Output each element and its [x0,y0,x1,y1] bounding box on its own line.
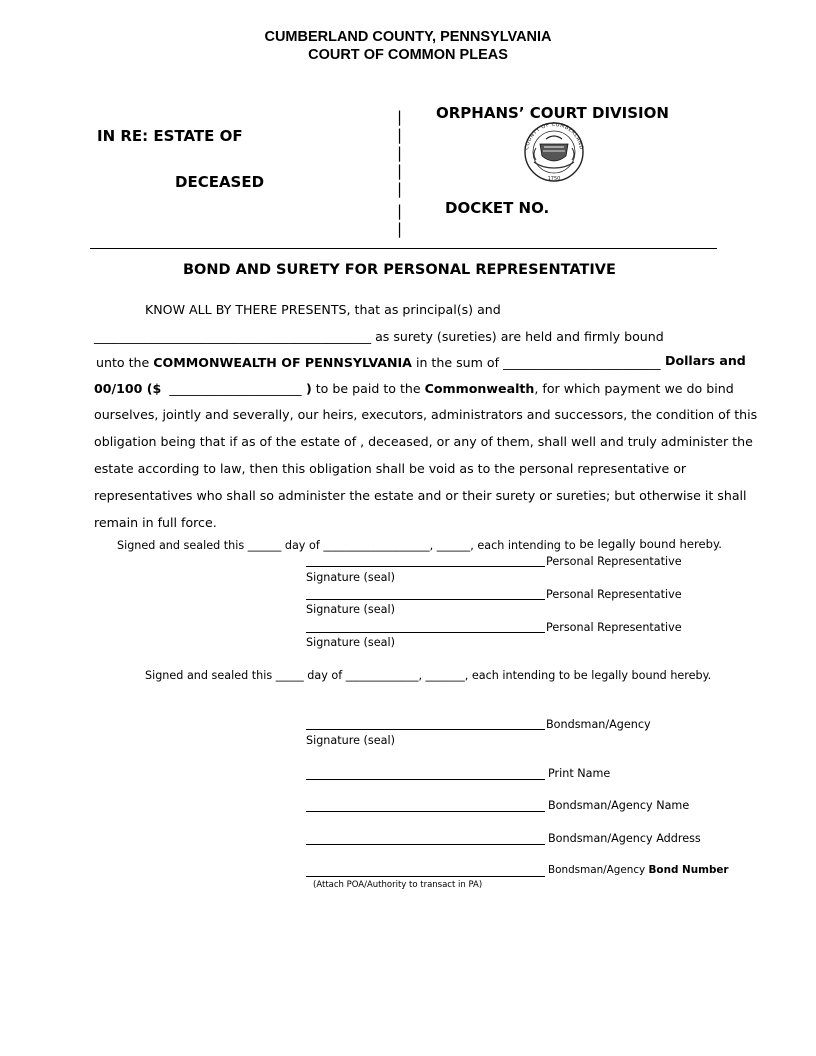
caption-separator: | [397,162,403,180]
dollars-and-label: Dollars and [665,353,746,368]
bond-number-label [548,864,729,876]
body-line-9: remain in full force. [94,515,217,530]
seal-ring-text: COUNTY OF CUMBERLAND [524,122,584,151]
paren-close: ) [301,381,312,396]
body-line-7: estate according to law, then this obligation shall be void as to the personal representative or [94,461,687,476]
county-heading: CUMBERLAND COUNTY, PENNSYLVANIA [264,29,552,45]
caption-separator: | [397,220,403,238]
orphans-court-division: ORPHANS’ COURT DIVISION [436,104,669,122]
form-title: BOND AND SURETY FOR PERSONAL REPRESENTATIVE [183,262,616,278]
personal-rep-signature-line[interactable] [306,632,545,633]
personal-rep-label: Personal Representative [546,555,682,568]
print-name-label: Print Name [548,767,611,780]
legally-bound-text: be legally bound hereby. [575,537,722,551]
signature-seal-label: Signature (seal) [306,603,395,616]
body-line-2 [94,329,664,344]
bondsman-signature-line[interactable] [306,729,545,730]
agency-address-label: Bondsman/Agency Address [548,832,701,845]
body-line-3 [96,355,660,370]
court-heading: COURT OF COMMON PLEAS [308,47,508,63]
personal-rep-signature-line[interactable] [306,599,545,600]
personal-rep-signature-line[interactable] [306,566,545,567]
sum-amount-blank[interactable]: _________________________ [503,355,661,370]
caption-separator: | [397,144,403,162]
print-name-line[interactable] [306,779,545,780]
bond-number-line[interactable] [306,876,545,877]
body-line-4 [94,381,734,396]
signed-sealed-text: Signed and sealed this ______ day of ___________________, ______, each intending to [117,539,576,552]
caption-divider [90,248,717,249]
dollar-amount-blank[interactable]: _____________________ [169,381,302,396]
attach-poa-note: (Attach POA/Authority to transact in PA) [313,880,483,890]
bondsman-signature-seal-label: Signature (seal) [306,734,395,747]
bond-number-bold: Bond Number [648,864,729,876]
bondsman-agency-label: Bondsman/Agency [546,718,651,731]
signed-sealed-line-1 [117,538,722,552]
caption-separator: | [397,202,403,220]
surety-name-blank[interactable]: ____________________________________________ [94,329,372,344]
bond-number-prefix: Bondsman/Agency [548,864,649,876]
in-re-estate-label: IN RE: ESTATE OF [97,127,243,145]
sum-of-text: in the sum of [411,355,504,370]
cents-label: 00/100 ($ [94,381,162,396]
signed-sealed-line-2: Signed and sealed this _____ day of _____________, _______, each intending to be legally bound hereby. [145,669,712,682]
body-line-8: representatives who shall so administer the estate and or their surety or sureties; but otherwise it shall [94,488,747,503]
county-seal-icon [518,122,590,184]
unto-text: unto the [96,355,154,370]
personal-rep-label: Personal Representative [546,588,682,601]
body-line-6: obligation being that if as of the estate of , deceased, or any of them, shall well and truly administer the [94,434,753,449]
deceased-label: DECEASED [175,173,265,191]
county-seal [518,122,590,184]
signature-seal-label: Signature (seal) [306,636,395,649]
commonwealth-of-pennsylvania: COMMONWEALTH OF PENNSYLVANIA [153,355,412,370]
caption-separator: | [397,180,403,198]
payment-bind-text: , for which payment we do bind [534,381,734,396]
surety-text: as surety (sureties) are held and firmly bound [371,329,664,344]
commonwealth-label: Commonwealth [424,381,535,396]
paid-to-text: to be paid to the [311,381,425,396]
body-line-1: KNOW ALL BY THERE PRESENTS, that as principal(s) and [145,302,501,317]
agency-name-label: Bondsman/Agency Name [548,799,690,812]
agency-address-line[interactable] [306,844,545,845]
signature-seal-label: Signature (seal) [306,571,395,584]
body-line-5: ourselves, jointly and severally, our heirs, executors, administrators and successors, the condition of this [94,407,758,422]
personal-rep-label: Personal Representative [546,621,682,634]
docket-number-label: DOCKET NO. [445,199,550,217]
caption-separator: | [397,126,403,144]
seal-year: 1750 [547,176,561,182]
caption-separator: | [397,108,403,126]
agency-name-line[interactable] [306,811,545,812]
